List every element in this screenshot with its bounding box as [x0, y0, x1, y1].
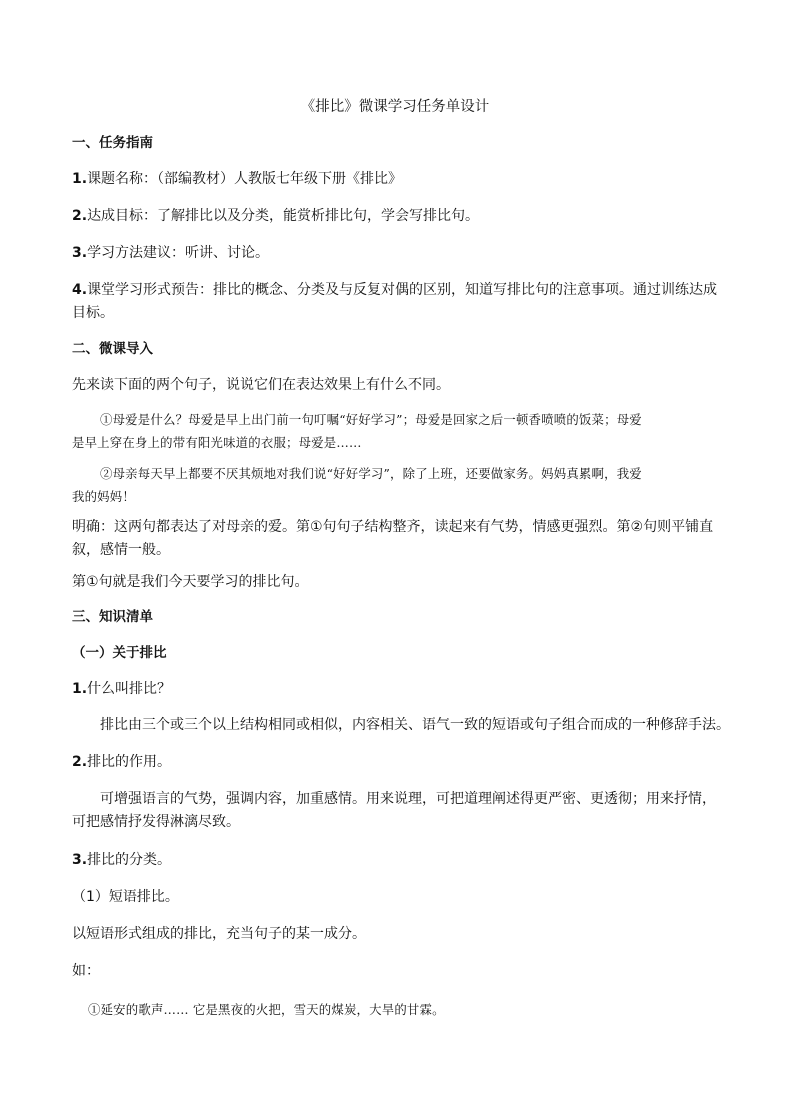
example-sentence-1: ①母爱是什么？母爱是早上出门前一句叮嘱“好好学习”；母爱是回家之后一顿香喷喷的饭菜；母爱 — [100, 412, 642, 427]
task-item-4 — [72, 281, 717, 299]
task-item-3 — [72, 244, 269, 262]
section-heading-intro: 二、微课导入 — [72, 341, 153, 357]
item-text: 达成目标：了解排比以及分类，能赏析排比句，学会写排比句。 — [87, 208, 480, 224]
item-number: 3. — [72, 245, 88, 261]
example-sentence-2: ②母亲每天早上都要不厌其烦地对我们说“好好学习”，除了上班，还要做家务。妈妈真累啊，我爱 — [100, 466, 642, 481]
conclusion-paragraph: 第①句就是我们今天要学习的排比句。 — [72, 574, 309, 590]
item-number: 3. — [72, 852, 88, 868]
example-sentence-2-continued: 我的妈妈！ — [72, 489, 135, 504]
item-text: 课题名称：（部编教材）人教版七年级下册《排比》 — [87, 171, 403, 187]
task-item-4-continued: 目标。 — [72, 305, 114, 321]
question-1 — [72, 680, 171, 698]
question-3 — [72, 851, 171, 869]
subsection-heading-about-parallelism: （一）关于排比 — [72, 645, 167, 661]
item-text: 课堂学习形式预告：排比的概念、分类及与反复对偶的区别，知道写排比句的注意事项。通过训练达成 — [87, 282, 718, 298]
task-item-1 — [72, 170, 402, 188]
clarification-paragraph: 明确：这两句都表达了对母亲的爱。第①句句子结构整齐，读起来有气势，情感更强烈。第②句则平铺直 — [72, 519, 714, 535]
item-text: 学习方法建议：听讲、讨论。 — [87, 245, 270, 261]
section-heading-task-guide: 一、任务指南 — [72, 135, 153, 151]
answer-1: 排比由三个或三个以上结构相同或相似，内容相关、语气一致的短语或句子组合而成的一种修辞手法。 — [100, 717, 730, 733]
clarification-continued: 叙，感情一般。 — [72, 542, 170, 558]
category-phrase-parallelism: （1）短语排比。 — [72, 889, 179, 905]
item-number: 1. — [72, 171, 88, 187]
example-sentence-1-continued: 是早上穿在身上的带有阳光味道的衣服；母爱是…… — [72, 435, 362, 450]
item-number: 4. — [72, 282, 88, 298]
section-heading-knowledge: 三、知识清单 — [72, 609, 153, 625]
item-text: 排比的作用。 — [87, 754, 172, 770]
document-title: 《排比》微课学习任务单设计 — [300, 99, 490, 115]
example-label: 如： — [72, 963, 100, 979]
answer-2-continued: 可把感情抒发得淋漓尽致。 — [72, 814, 240, 830]
task-item-2 — [72, 207, 479, 225]
example-phrase-1: ①延安的歌声…… 它是黑夜的火把，雪天的煤炭，大旱的甘霖。 — [88, 1002, 445, 1017]
item-text: 什么叫排比？ — [87, 681, 172, 697]
item-number: 2. — [72, 208, 88, 224]
category-description: 以短语形式组成的排比，充当句子的某一成分。 — [72, 926, 366, 942]
intro-paragraph: 先来读下面的两个句子，说说它们在表达效果上有什么不同。 — [72, 377, 450, 393]
item-number: 1. — [72, 681, 88, 697]
item-number: 2. — [72, 754, 88, 770]
question-2 — [72, 753, 171, 771]
answer-2: 可增强语言的气势，强调内容，加重感情。用来说理，可把道理阐述得更严密、更透彻；用来抒情， — [100, 791, 716, 807]
item-text: 排比的分类。 — [87, 852, 172, 868]
